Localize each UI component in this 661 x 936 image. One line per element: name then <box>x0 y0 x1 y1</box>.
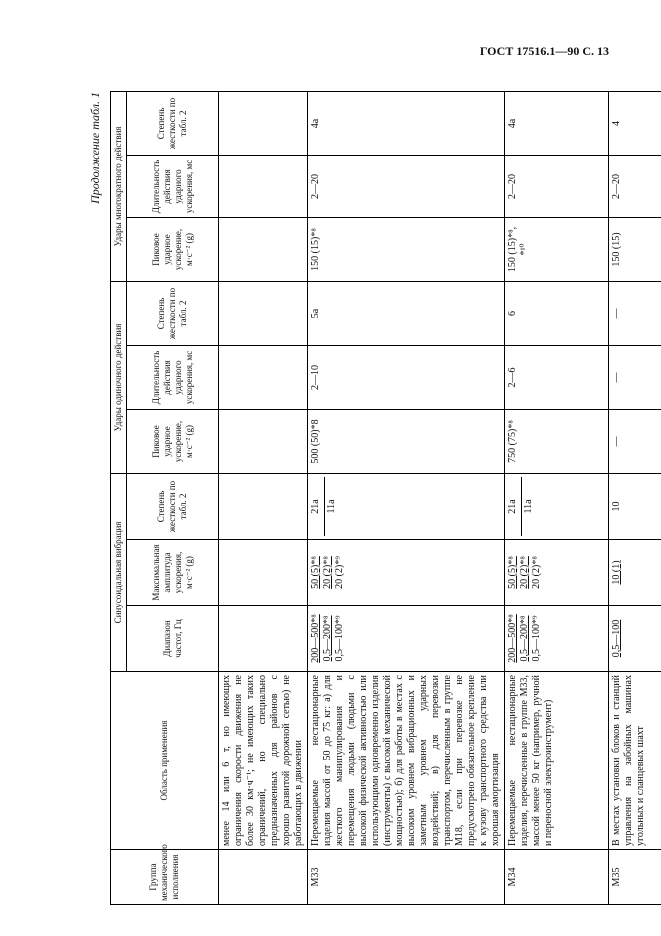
group-cell: М33 <box>308 850 505 905</box>
multi-dur-cell <box>219 155 308 217</box>
sine-deg-cell <box>505 473 609 539</box>
multi-peak-cell: 150 (15) <box>609 217 661 281</box>
single-deg-cell <box>219 281 308 345</box>
continuation-label: Продолжение табл. 1 <box>88 92 102 204</box>
single-peak-cell: 750 (75)*⁸ <box>505 409 609 473</box>
amp-value: 10 (1) <box>611 560 622 585</box>
single-peak-cell: — <box>609 409 661 473</box>
sine-deg-value: 10 <box>611 501 622 512</box>
amp-cell <box>219 540 308 606</box>
freq-value: 200—500*⁸ <box>507 614 518 663</box>
freq-value: 0,5—100 <box>611 619 622 658</box>
single-deg-cell: — <box>609 281 661 345</box>
sine-deg-value: 11а <box>521 477 535 536</box>
amp-cell <box>609 540 661 606</box>
col-multi-dur: Длительность действия ударного ускорения, мс <box>127 155 219 217</box>
single-dur-cell <box>219 345 308 409</box>
amp-cell <box>308 540 505 606</box>
freq-cell <box>609 606 661 672</box>
freq-value: 0,5—200*⁸ <box>519 615 530 662</box>
table-body <box>219 91 661 904</box>
table-row <box>505 91 609 904</box>
amp-cell <box>505 540 609 606</box>
requirements-table <box>110 91 661 905</box>
sine-deg-cell <box>219 473 308 539</box>
multi-deg-cell: 4а <box>505 91 609 155</box>
area-cell: менее 14 или 6 т, но имеющих ограничения скорости движения не более 30 км·ч⁻¹; не имеющих таких ограничений, но специально предназначенных для районов с хорошо развитой дорожной сетью) не работающих в движении <box>219 672 308 850</box>
multi-peak-cell: 150 (15)*⁸, *¹⁰ <box>505 217 609 281</box>
group-cell: М35 <box>609 850 661 905</box>
table-row <box>609 91 661 904</box>
col-area: Область применения <box>111 672 219 850</box>
multi-deg-cell: 4 <box>609 91 661 155</box>
sine-deg-value: 11а <box>324 477 338 536</box>
freq-value: 0,5—100*⁹ <box>531 615 542 662</box>
col-multi-peak: Пиковое ударное ускорение, м·с⁻² (g) <box>127 217 219 281</box>
single-deg-cell: 6 <box>505 281 609 345</box>
area-cell: В местах установки блоков и станций управления на забойных машинах угольных и сланцевых шахт <box>609 672 661 850</box>
multi-peak-cell: 150 (15)*⁸ <box>308 217 505 281</box>
freq-cell <box>308 606 505 672</box>
rotated-table-area <box>88 92 646 905</box>
amp-value: 20 (2)*⁸ <box>531 556 542 589</box>
col-sine-group: Синусоидальная вибрация <box>111 473 127 671</box>
sine-deg-cell <box>609 473 661 539</box>
single-dur-cell: 2—6 <box>505 345 609 409</box>
col-single-peak: Пиковое ударное ускорение, м·с⁻² (g) <box>127 409 219 473</box>
col-multi-group: Удары многократного действия <box>111 91 127 281</box>
table-row <box>308 91 505 904</box>
col-single-deg: Степень жесткости по табл. 2 <box>127 281 219 345</box>
amp-value: 50 (5)*⁸ <box>310 556 321 589</box>
multi-deg-cell: 4а <box>308 91 505 155</box>
single-dur-cell: 2—10 <box>308 345 505 409</box>
amp-value: 20 (2)*⁸ <box>322 556 333 589</box>
col-single-group: Удары одиночного действия <box>111 281 127 473</box>
area-cell: Перемещаемые нестационарные изделия массой от 50 до 75 кг: а) для жесткого манипулирования и перемещения людьми (людьми с высокой физической активностью или использующими одновременно изделия (инструменты) с высокой механической мощностью); б) для работы в местах с высоким уровнем вибрационных и заметным уровнем ударных воздействий; в) для перевозки транспортом, перечисленным в группе М18, если при перевозке не предусмотрено обязательное крепление к кузову транспортного средства или хорошая амортизация <box>308 672 505 850</box>
amp-value: 50 (5)*⁸ <box>507 556 518 589</box>
multi-dur-cell: 2—20 <box>609 155 661 217</box>
multi-deg-cell <box>219 91 308 155</box>
single-peak-cell <box>219 409 308 473</box>
multi-dur-cell: 2—20 <box>308 155 505 217</box>
table-row <box>219 91 308 904</box>
col-group: Группа механического исполнения <box>111 850 219 905</box>
sine-deg-value: 21а <box>507 499 518 514</box>
col-multi-deg: Степень жесткости по табл. 2 <box>127 91 219 155</box>
freq-value: 0,5—200*⁸ <box>322 615 333 662</box>
multi-peak-cell <box>219 217 308 281</box>
sine-deg-value: 21а <box>310 499 321 514</box>
page-header: ГОСТ 17516.1—90 С. 13 <box>479 44 609 58</box>
freq-cell <box>505 606 609 672</box>
col-single-dur: Длительность действия ударного ускорения, мс <box>127 345 219 409</box>
multi-dur-cell: 2—20 <box>505 155 609 217</box>
freq-value: 200—500*⁸ <box>310 614 321 663</box>
single-peak-cell: 500 (50)*8 <box>308 409 505 473</box>
rotated-page-content <box>88 92 646 905</box>
group-cell <box>219 850 308 905</box>
col-sine-deg: Степень жесткости по табл. 2 <box>127 473 219 539</box>
amp-value: 20 (2)*⁸ <box>519 556 530 589</box>
single-deg-cell: 5а <box>308 281 505 345</box>
col-sine-amp: Максимальная амплитуда ускорения, м·с⁻² (g) <box>127 540 219 606</box>
amp-value: 20 (2)*⁹ <box>334 556 345 589</box>
col-sine-freq: Диапазон частот, Гц <box>127 606 219 672</box>
freq-cell <box>219 606 308 672</box>
single-dur-cell: — <box>609 345 661 409</box>
area-cell: Перемещаемые нестационарные изделия, перечисленные в группе М33, массой менее 50 кг (например, ручной и переносной электроинструмент) <box>505 672 609 850</box>
group-cell: М34 <box>505 850 609 905</box>
freq-value: 0,5—100*⁹ <box>334 615 345 662</box>
sine-deg-cell <box>308 473 505 539</box>
